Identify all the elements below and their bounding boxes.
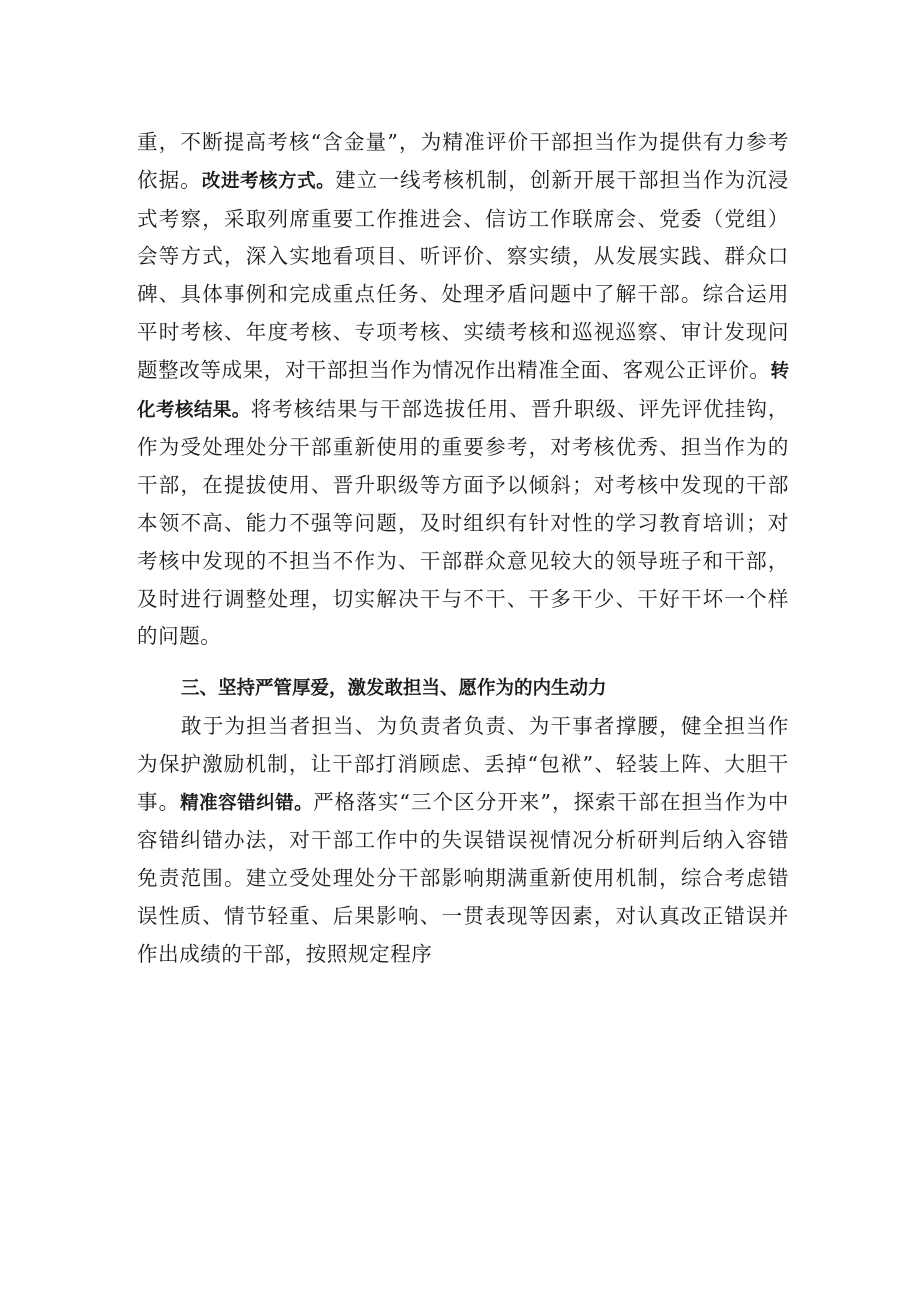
bold-subheading: 转化考核结果。 <box>137 360 789 421</box>
bold-subheading: 精准容错纠错。 <box>180 792 314 814</box>
body-paragraph <box>137 124 789 656</box>
body-paragraph <box>137 708 789 974</box>
paragraph-text: 严格落实“三个区分开来”，探索干部在担当作为中容错纠错办法，对干部工作中的失误错误视情况分析研判后纳入容错免责范围。建立受处理处分干部影响期满重新使用机制，综合考虑错误性质、情节轻重、后果影响、一贯表现等因素，对认真改正错误并作出成绩的干部，按照规定程序 <box>137 789 789 966</box>
paragraph-text: 建立一线考核机制，创新开展干部担当作为沉浸式考察，采取列席重要工作推进会、信访工作联席会、党委（党组）会等方式，深入实地看项目、听评价、察实绩，从发展实践、群众口碑、具体事例和完成重点任务、处理矛盾问题中了解干部。综合运用平时考核、年度考核、专项考核、实绩考核和巡视巡察、审计发现问题整改等成果，对干部担当作为情况作出精准全面、客观公正评价。 <box>137 167 789 382</box>
document-body <box>137 124 789 974</box>
paragraph-text: 敢于为担当者担当、为负责者负责、为干事者撑腰，健全担当作为保护激励机制，让干部打消顾虑、丢掉“包袱”、轻装上阵、大胆干事。 <box>137 713 789 814</box>
paragraph-text: 重，不断提高考核“含金量”，为精准评价干部担当作为提供有力参考依据。 <box>137 130 789 192</box>
paragraph-text: 将考核结果与干部选拔任用、晋升职级、评先评优挂钩，作为受处理处分干部重新使用的重要参考，对考核优秀、担当作为的干部，在提拔使用、晋升职级等方面予以倾斜；对考核中发现的干部本领不高、能力不强等问题，及时组织有针对性的学习教育培训；对考核中发现的不担当不作为、干部群众意见较大的领导班子和干部，及时进行调整处理，切实解决干与不干、干多干少、干好干坏一个样的问题。 <box>137 396 789 649</box>
bold-subheading: 改进考核方式。 <box>201 170 336 192</box>
section-heading: 三、坚持严管厚爱，激发敢担当、愿作为的内生动力 <box>181 678 607 700</box>
